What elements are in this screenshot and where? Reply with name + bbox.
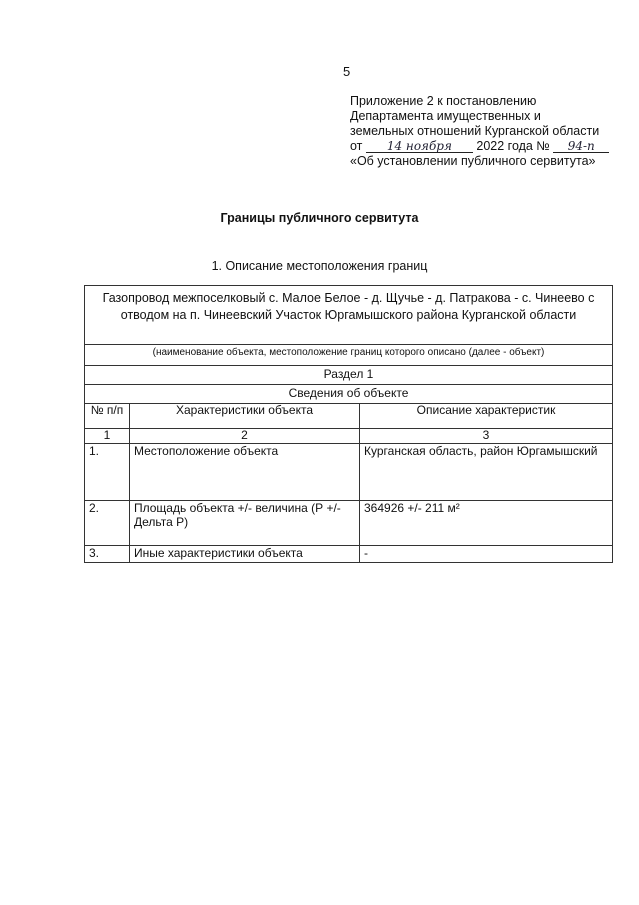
header-characteristic: Характеристики объекта <box>130 404 360 429</box>
row-description: Курганская область, район Юргамышский <box>360 444 613 501</box>
appendix-block <box>350 94 625 169</box>
appendix-line-5: «Об установлении публичного сервитута» <box>350 154 596 168</box>
appendix-line-2: Департамента имущественных и <box>350 109 541 123</box>
row-characteristic: Площадь объекта +/- величина (Р +/- Дельта Р) <box>130 501 360 546</box>
header-num: № п/п <box>85 404 130 429</box>
page-number: 5 <box>343 64 351 79</box>
row-description: 364926 +/- 211 м² <box>360 501 613 546</box>
object-name-cell: Газопровод межпоселковый с. Малое Белое - д. Щучье - д. Патракова - с. Чинеево с отводом на п. Чинеевский Участок Юргамышского района Курганской области <box>85 286 613 345</box>
table-row <box>85 444 613 501</box>
header-description: Описание характеристик <box>360 404 613 429</box>
col-number-1: 1 <box>85 429 130 444</box>
row-characteristic: Иные характеристики объекта <box>130 546 360 563</box>
row-num: 2. <box>85 501 130 546</box>
appendix-line-1: Приложение 2 к постановлению <box>350 94 537 108</box>
table-row <box>85 501 613 546</box>
section-title: 1. Описание местоположения границ <box>211 259 428 273</box>
row-description: - <box>360 546 613 563</box>
object-caption-cell: (наименование объекта, местоположение границ которого описано (далее - объект) <box>85 345 613 366</box>
table-row <box>85 546 613 563</box>
from-label: от <box>350 139 363 153</box>
servitude-table <box>84 285 613 563</box>
row-num: 3. <box>85 546 130 563</box>
col-number-2: 2 <box>130 429 360 444</box>
section-label-cell: Раздел 1 <box>85 366 613 385</box>
handwritten-date: 14 ноября <box>366 140 473 153</box>
row-characteristic: Местоположение объекта <box>130 444 360 501</box>
row-num: 1. <box>85 444 130 501</box>
appendix-line-3: земельных отношений Курганской области <box>350 124 600 138</box>
document-title: Границы публичного сервитута <box>220 211 419 225</box>
col-number-3: 3 <box>360 429 613 444</box>
appendix-date-line <box>350 139 625 154</box>
handwritten-number: 94-п <box>553 140 609 153</box>
section-heading-cell: Сведения об объекте <box>85 385 613 404</box>
year-label: 2022 года № <box>476 139 550 153</box>
